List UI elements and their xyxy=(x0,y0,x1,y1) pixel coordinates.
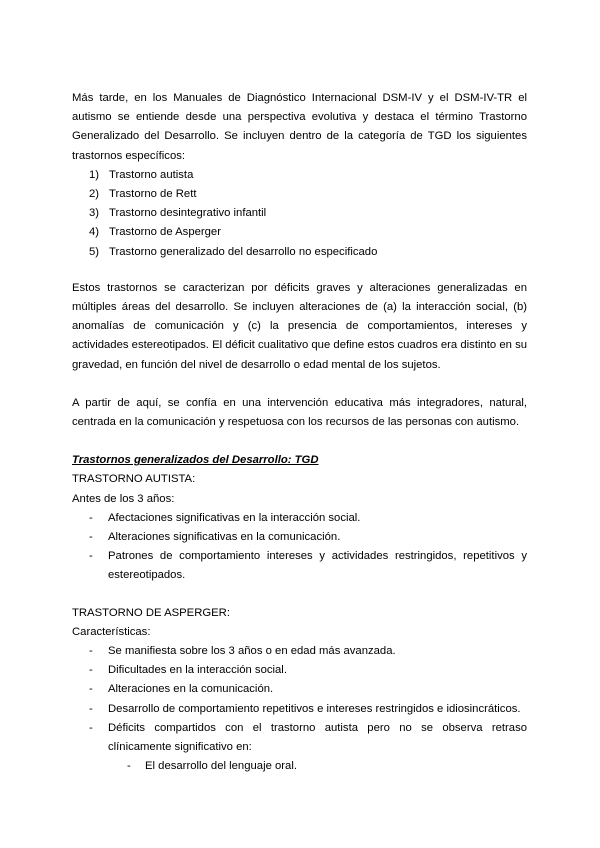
list-item xyxy=(72,547,527,585)
list-text: Déficits compartidos con el trastorno autista pero no se observa retraso clínicamente significativo en: xyxy=(108,721,527,754)
spacer xyxy=(72,586,527,604)
spacer xyxy=(72,375,527,394)
list-number: 4) xyxy=(89,226,100,239)
dash-bullet: - xyxy=(89,702,93,715)
intro-paragraph: Más tarde, en los Manuales de Diagnóstico Internacional DSM-IV y el DSM-IV-TR el autismo se entiende desde una perspectiva evolutiva y destaca el término Trastorno Generalizado del Desarrollo. Se incluyen dentro de la categoría de TGD los siguientes trastornos específicos: xyxy=(72,92,527,162)
list-text: Trastorno generalizado del desarrollo no especificado xyxy=(109,245,378,258)
list-text: Trastorno de Asperger xyxy=(109,226,221,239)
dash-bullet: - xyxy=(89,664,93,677)
list-text: Alteraciones significativas en la comunicación. xyxy=(108,531,341,544)
list-item xyxy=(72,642,527,661)
asperger-title: TRASTORNO DE ASPERGER: xyxy=(72,606,230,619)
list-item xyxy=(72,680,527,699)
list-text: El desarrollo del lenguaje oral. xyxy=(145,760,297,773)
list-text: Dificultades en la interacción social. xyxy=(108,664,287,677)
list-text: Desarrollo de comportamiento repetitivos e intereses restringidos e idiosincráticos. xyxy=(108,702,521,715)
dash-bullet: - xyxy=(89,683,93,696)
list-item xyxy=(72,243,527,262)
dash-bullet: - xyxy=(89,531,93,544)
spacer xyxy=(72,262,527,279)
list-item xyxy=(72,661,527,680)
autista-title: TRASTORNO AUTISTA: xyxy=(72,473,196,486)
list-text: Trastorno desintegrativo infantil xyxy=(109,207,267,220)
list-number: 5) xyxy=(89,245,100,258)
tgd-types-list xyxy=(72,166,527,262)
list-text: Patrones de comportamiento intereses y actividades restringidos, repetitivos y estereotipados. xyxy=(108,550,527,582)
list-item xyxy=(72,528,527,547)
disorders-paragraph: Estos trastornos se caracterizan por déficits graves y alteraciones generalizadas en múltiples áreas del desarrollo. Se incluyen alteraciones de (a) la interacción social, (b) anomalías de comunicación y (c) la presencia de comportamientos, intereses y actividades estereotipados. El déficit cualitativo que define estos cuadros era distinto en su gravedad, en función del nivel de desarrollo o edad mental de los sujetos. xyxy=(72,281,527,371)
list-text: Trastorno autista xyxy=(109,168,194,181)
list-item xyxy=(72,509,527,528)
autista-subtitle: Antes de los 3 años: xyxy=(72,492,175,505)
list-item xyxy=(72,223,527,242)
document-page xyxy=(72,89,527,777)
list-text: Trastorno de Rett xyxy=(109,188,197,201)
dash-bullet: - xyxy=(89,511,93,524)
list-item xyxy=(72,185,527,204)
autista-list xyxy=(72,509,527,586)
dash-bullet: - xyxy=(89,721,93,734)
dash-bullet: - xyxy=(89,550,93,563)
asperger-list xyxy=(72,642,527,776)
asperger-subtitle: Características: xyxy=(72,625,151,638)
list-number: 1) xyxy=(89,168,100,181)
list-text: Afectaciones significativas en la interacción social. xyxy=(108,511,361,524)
list-item xyxy=(72,166,527,185)
asperger-sublist xyxy=(108,757,527,776)
list-number: 3) xyxy=(89,207,100,220)
dash-bullet: - xyxy=(89,645,93,658)
list-number: 2) xyxy=(89,188,100,201)
list-text: Alteraciones en la comunicación. xyxy=(108,683,274,696)
section-heading: Trastornos generalizados del Desarrollo: TGD xyxy=(72,454,319,467)
sub-list-item xyxy=(72,757,527,776)
list-text: Se manifiesta sobre los 3 años o en edad más avanzada. xyxy=(108,645,396,658)
list-item xyxy=(72,204,527,223)
intervention-paragraph: A partir de aquí, se confía en una intervención educativa más integradores, natural, centrada en la comunicación y respetuosa con los recursos de las personas con autismo. xyxy=(72,396,527,429)
list-item xyxy=(72,719,527,777)
dash-bullet: - xyxy=(127,760,131,773)
spacer xyxy=(72,432,527,451)
list-item xyxy=(72,700,527,719)
